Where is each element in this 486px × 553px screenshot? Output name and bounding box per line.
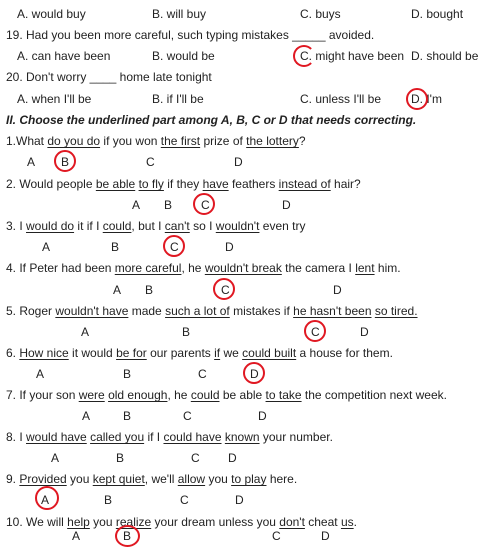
ex9-letter-b: B — [104, 493, 113, 507]
ex7-letter-c: C — [183, 409, 192, 423]
q19-stem: 19. Had you been more careful, such typing mistakes _____ avoided. — [6, 28, 375, 42]
ex8-letter-b: B — [116, 451, 125, 465]
ex7-letter-a: A — [82, 409, 91, 423]
exercise-9-sentence: 9. Provided you kept quiet, we'll allow you to play here. — [6, 472, 298, 486]
q19-option-c: C. might have been — [300, 49, 405, 63]
ex7-letter-b: B — [123, 409, 132, 423]
ex5-letter-d: D — [360, 325, 369, 339]
ex9-letter-a: A — [41, 493, 50, 507]
q20-option-b: B. if I'll be — [152, 92, 204, 106]
ex5-letter-c: C — [311, 325, 320, 339]
exercise-8-sentence: 8. I would have called you if I could have known your number. — [6, 430, 333, 444]
q20-stem: 20. Don't worry ____ home late tonight — [6, 70, 212, 84]
ex4-answer-mark — [213, 278, 235, 300]
q19-option-b: B. would be — [152, 49, 215, 63]
q19-option-a: A. can have been — [17, 49, 111, 63]
ex10-letter-b: B — [123, 529, 132, 543]
ex6-letter-d: D — [250, 367, 259, 381]
ex3-letter-c: C — [170, 240, 179, 254]
ex4-letter-d: D — [333, 283, 342, 297]
ex3-letter-a: A — [42, 240, 51, 254]
ex6-letter-b: B — [123, 367, 132, 381]
section-title: II. Choose the underlined part among A, B, C or D that needs correcting. — [6, 113, 417, 127]
ex4-letter-c: C — [221, 283, 230, 297]
ex7-letter-d: D — [258, 409, 267, 423]
ex4-letter-a: A — [113, 283, 122, 297]
ex10-letter-c: C — [272, 529, 281, 543]
ex1-underlined-a: do you do — [47, 134, 101, 148]
ex9-answer-mark — [35, 486, 59, 510]
ex10-letter-d: D — [321, 529, 330, 543]
ex6-letter-a: A — [36, 367, 45, 381]
q20-option-d: D. I'm — [411, 92, 442, 106]
ex8-letter-a: A — [51, 451, 60, 465]
ex6-letter-c: C — [198, 367, 207, 381]
ex1-letter-a: A — [27, 155, 36, 169]
q18-option-c: C. buys — [300, 7, 341, 21]
q20-answer-mark — [406, 88, 428, 110]
ex1-underlined-b: the first — [160, 134, 201, 148]
ex1-underlined-c: the lottery — [246, 134, 299, 148]
q18-option-a: A. would buy — [17, 7, 86, 21]
exercise-3-sentence: 3. I would do it if I could, but I can't so I wouldn't even try — [6, 219, 306, 233]
ex10-answer-mark — [115, 525, 140, 547]
ex6-answer-mark — [243, 362, 265, 384]
ex9-letter-c: C — [180, 493, 189, 507]
exercise-2-sentence: 2. Would people be able to fly if they have feathers instead of hair? — [6, 177, 361, 191]
ex2-letter-a: A — [132, 198, 141, 212]
q20-option-a: A. when I'll be — [17, 92, 92, 106]
exercise-7-sentence: 7. If your son were old enough, he could be able to take the competition next week. — [6, 388, 447, 402]
q18-option-d: D. bought — [411, 7, 464, 21]
ex1-answer-mark — [54, 150, 76, 172]
q18-option-b: B. will buy — [152, 7, 207, 21]
ex2-letter-c: C — [201, 198, 210, 212]
ex2-answer-mark — [193, 193, 215, 215]
q19-option-d: D. should be — [411, 49, 479, 63]
ex2-letter-d: D — [282, 198, 291, 212]
ex3-answer-mark — [163, 235, 185, 257]
ex3-letter-b: B — [111, 240, 120, 254]
ex1-letter-d: D — [234, 155, 243, 169]
ex9-letter-d: D — [235, 493, 244, 507]
ex8-letter-c: C — [191, 451, 200, 465]
ex8-letter-d: D — [228, 451, 237, 465]
exercise-6-sentence: 6. How nice it would be for our parents if we could built a house for them. — [6, 346, 393, 360]
ex1-letter-b: B — [61, 155, 70, 169]
q19-answer-mark — [293, 45, 315, 67]
ex3-letter-d: D — [225, 240, 234, 254]
ex5-letter-b: B — [182, 325, 191, 339]
ex1-letter-c: C — [146, 155, 155, 169]
ex5-answer-mark — [304, 320, 326, 342]
ex5-letter-a: A — [81, 325, 90, 339]
ex10-letter-a: A — [72, 529, 81, 543]
ex4-letter-b: B — [145, 283, 154, 297]
exercise-10-sentence: 10. We will help you realize your dream unless you don't cheat us. — [6, 515, 357, 529]
q20-option-c: C. unless I'll be — [300, 92, 381, 106]
exercise-5-sentence: 5. Roger wouldn't have made such a lot of mistakes if he hasn't been so tired. — [6, 304, 418, 318]
exercise-4-sentence: 4. If Peter had been more careful, he wouldn't break the camera I lent him. — [6, 261, 401, 275]
exercise-1-sentence: 1.What do you do if you won the first prize of the lottery? — [6, 134, 306, 148]
ex2-letter-b: B — [164, 198, 173, 212]
